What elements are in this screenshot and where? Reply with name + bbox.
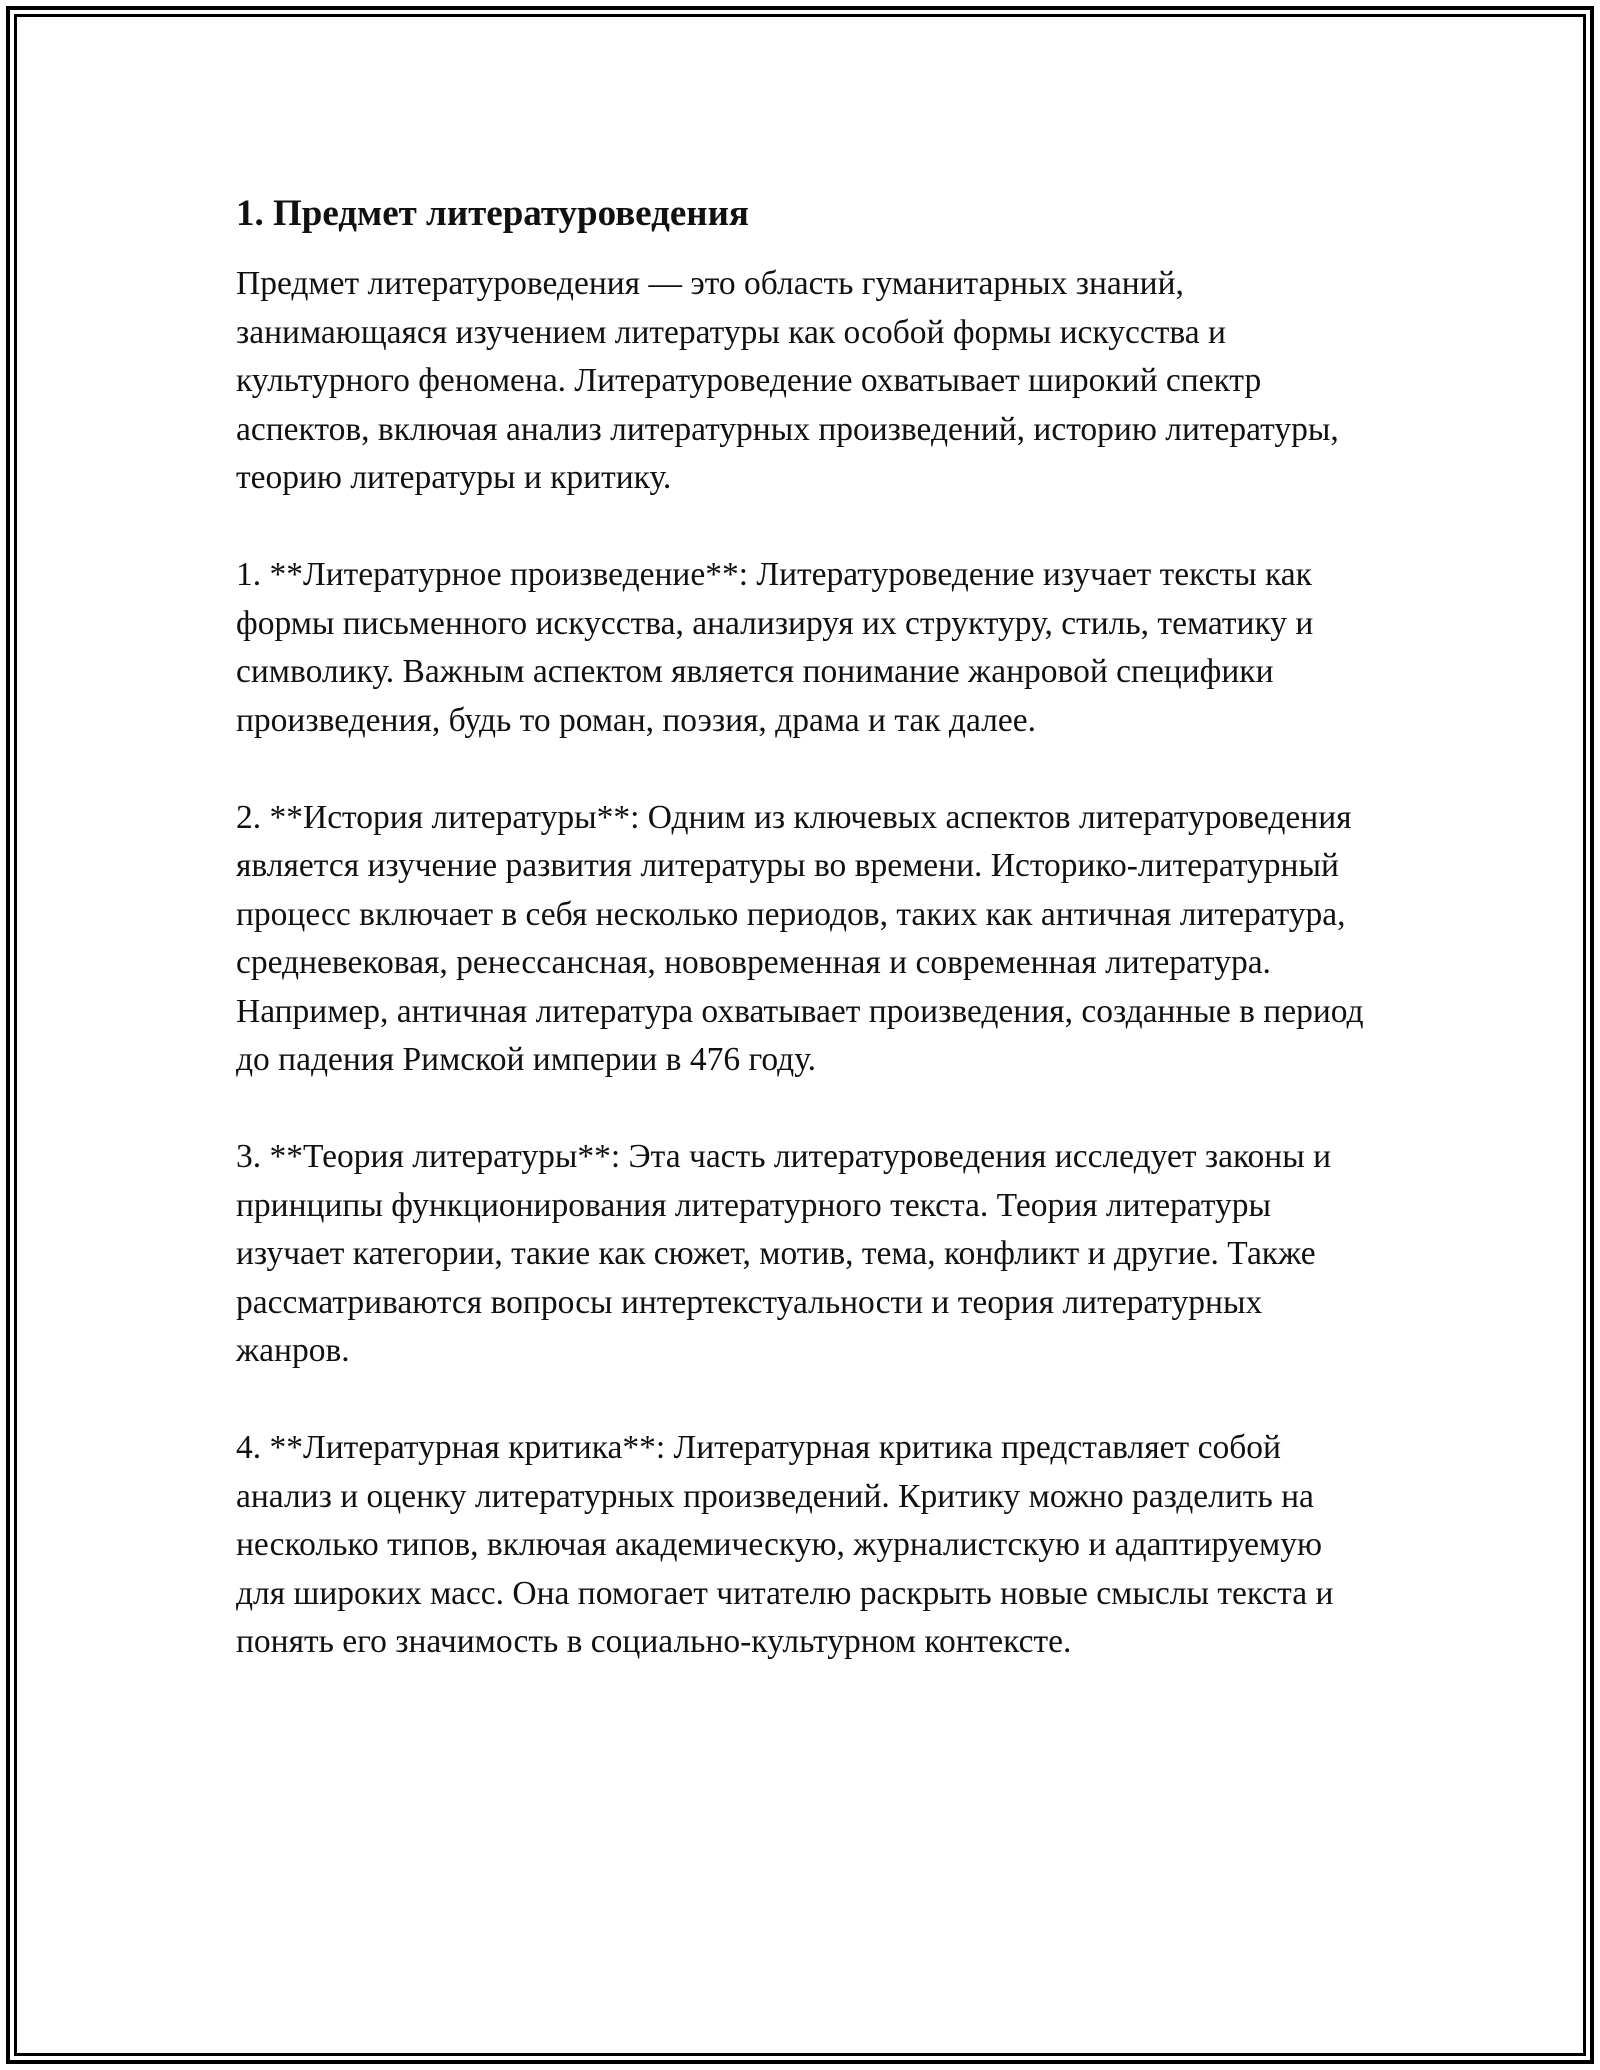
section-literary-work: 1. **Литературное произведение**: Литературоведение изучает тексты как формы письменного искусства, анализируя их структуру, стиль, тематику и символику. Важным аспектом является понимание жанровой специфики произведения, будь то роман, поэзия, драма и так далее. — [236, 556, 1314, 739]
section-literary-theory: 3. **Теория литературы**: Эта часть литературоведения исследует законы и принципы функционирования литературного текста. Теория литературы изучает категории, такие как сюжет, мотив, тема, конфликт и другие. Также рассматриваются вопросы интертекстуальности и теория литературных жанров. — [236, 1138, 1332, 1369]
document-heading: 1. Предмет литературоведения — [236, 193, 749, 234]
document-body — [236, 188, 1366, 1715]
intro-paragraph: Предмет литературоведения — это область гуманитарных знаний, занимающаяся изучением литературы как особой формы искусства и культурного феномена. Литературоведение охватывает широкий спектр аспектов, включая анализ литературных произведений, историю литературы, теорию литературы и критику. — [236, 265, 1339, 496]
section-literary-history: 2. **История литературы**: Одним из ключевых аспектов литературоведения является изучение развития литературы во времени. Историко-литературный процесс включает в себя несколько периодов, таких как античная литература, средневековая, ренессансная, нововременная и современная литература. Например, античная литература охватывает произведения, созданные в период до падения Римской империи в 476 году. — [236, 798, 1364, 1078]
section-literary-criticism: 4. **Литературная критика**: Литературная критика представляет собой анализ и оценку литературных произведений. Критику можно разделить на несколько типов, включая академическую, журналистскую и адаптируемую для широких масс. Она помогает читателю раскрыть новые смыслы текста и понять его значимость в социально-культурном контексте. — [236, 1429, 1334, 1660]
